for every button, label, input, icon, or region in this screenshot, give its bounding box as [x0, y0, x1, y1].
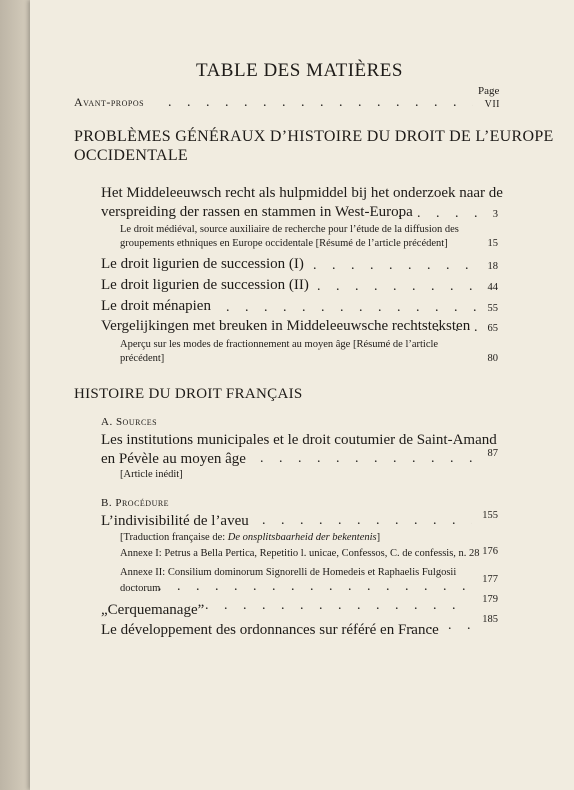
toc-title: TABLE DES MATIÈRES [196, 60, 403, 81]
toc-subentry-line1[interactable]: Aperçu sur les modes de fractionnement au moyen âge [Résumé de l’article [120, 339, 439, 350]
page-number: 80 [487, 353, 498, 364]
section-heading-2: HISTOIRE DU DROIT FRANÇAIS [74, 386, 303, 402]
toc-entry-line1[interactable]: Les institutions municipales et le droit coutumier de Saint-Amand [101, 432, 497, 448]
toc-entry-line1[interactable]: Het Middeleeuwsch recht als hulpmiddel bij het onderzoek naar de [101, 185, 503, 201]
note-prefix: [Traduction française de: [120, 532, 228, 543]
toc-entry[interactable]: Vergelijkingen met breuken in Middeleeuwsche rechtsteksten [101, 318, 471, 334]
toc-subentry-line2[interactable]: groupements ethniques en Europe occidentale [Résumé de l’article précédent] [120, 238, 448, 249]
section-heading-1-line1: PROBLÈMES GÉNÉRAUX D’HISTOIRE DU DROIT DE L’EUROPE [74, 128, 554, 145]
leader-dots [260, 451, 478, 467]
page-number: 55 [487, 303, 498, 314]
toc-entry[interactable]: „Cerquemanage” [101, 602, 205, 618]
page-column-header: Page [478, 85, 500, 97]
toc-entry[interactable]: Le développement des ordonnances sur référé en France [101, 622, 439, 638]
subsection-b-heading: B. Procédure [101, 497, 170, 509]
leader-dots [168, 95, 473, 111]
section-heading-1-line2: OCCIDENTALE [74, 147, 189, 164]
note-italic-title: De onsplitsbaarheid der bekentenis [227, 532, 377, 543]
page-number: 44 [487, 282, 498, 293]
toc-entry[interactable]: L’indivisibilité de l’aveu [101, 513, 249, 529]
toc-entry-line2[interactable]: en Pévèle au moyen âge [101, 451, 246, 467]
toc-note: [Article inédit] [120, 469, 183, 480]
leader-dots [226, 300, 478, 316]
toc-entry[interactable]: Le droit ménapien [101, 298, 211, 314]
toc-annexe-line2[interactable]: doctorum [120, 583, 161, 594]
leader-dots [158, 579, 470, 595]
toc-subentry-line2[interactable]: précédent] [120, 353, 165, 364]
subsection-a-heading: A. Sources [101, 416, 158, 428]
page-number: 3 [492, 209, 498, 220]
leader-dots [317, 279, 478, 295]
toc-annexe[interactable]: Annexe I: Petrus a Bella Pertica, Repetitio l. unicae, Confessos, C. de confessis, n. 28 [120, 548, 480, 559]
leader-dots [410, 618, 470, 634]
leader-dots [313, 258, 478, 274]
toc-annexe-line1[interactable]: Annexe II: Consilium dominorum Signorelli de Homedeis et Raphaelis Fulgosii [120, 567, 457, 578]
page-number: VII [484, 99, 500, 110]
leader-dots [205, 598, 470, 614]
note-suffix: ] [376, 532, 381, 543]
page-number: 87 [487, 448, 498, 459]
leader-dots [398, 206, 478, 222]
toc-subentry-line1[interactable]: Le droit médiéval, source auxiliaire de recherche pour l’étude de la diffusion des [120, 224, 459, 235]
page-number: 155 [482, 510, 498, 521]
leader-dots [262, 513, 472, 529]
toc-entry[interactable]: Le droit ligurien de succession (II) [101, 277, 309, 293]
page-gutter-shadow [0, 0, 30, 790]
toc-note [120, 532, 380, 543]
page-number: 65 [487, 323, 498, 334]
toc-entry-line2[interactable]: verspreiding der rassen en stammen in West-Europa [101, 204, 413, 220]
page-number: 179 [482, 594, 498, 605]
book-page [30, 0, 574, 790]
toc-entry[interactable]: Le droit ligurien de succession (I) [101, 256, 304, 272]
leader-dots [436, 320, 478, 336]
page-number: 15 [487, 238, 498, 249]
page-number: 176 [482, 546, 498, 557]
page-number: 18 [487, 261, 498, 272]
page-number: 177 [482, 574, 498, 585]
page-number: 185 [482, 614, 498, 625]
toc-entry-avant-propos[interactable]: Avant-propos [74, 95, 145, 109]
